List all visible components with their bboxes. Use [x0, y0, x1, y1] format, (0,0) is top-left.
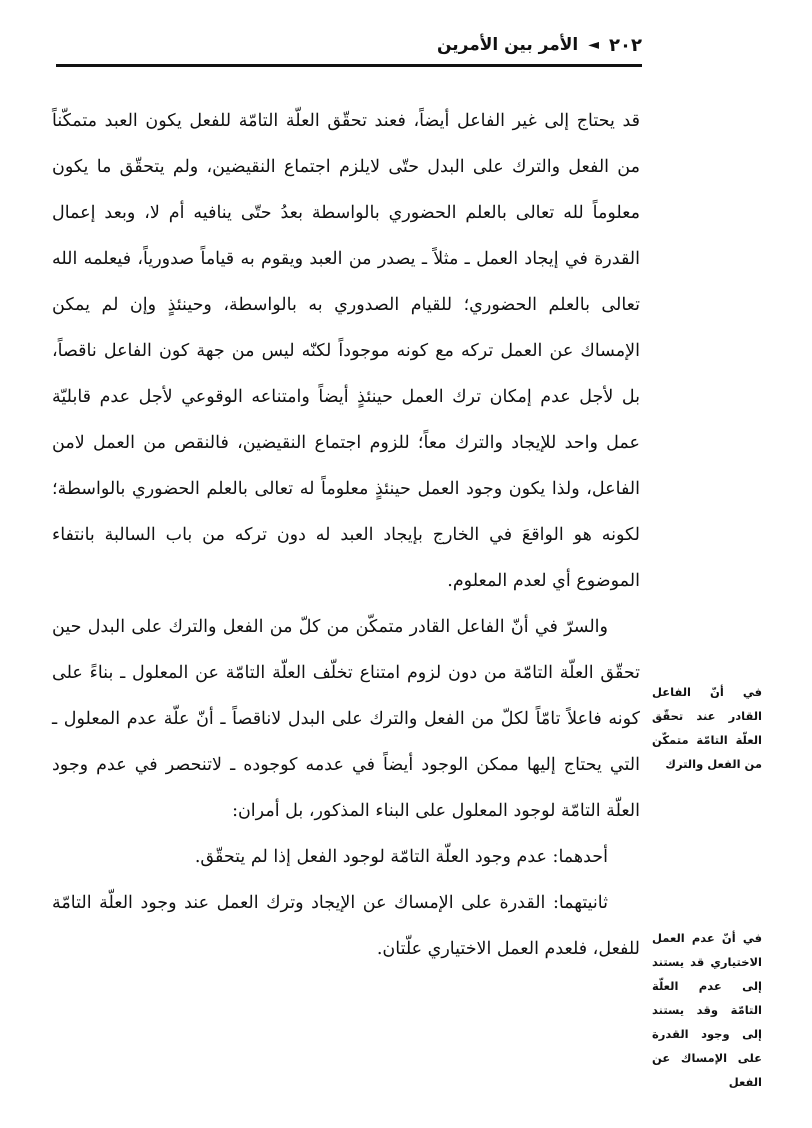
margin-note-1: في أنّ الفاعل القادر عند تحقّق العلّة التامّة متمكّن من الفعل والترك — [652, 685, 762, 771]
paragraph-4: ثانيتهما: القدرة على الإمساك عن الإيجاد وترك العمل عند وجود العلّة التامّة للفعل، فلعدم العمل الاختياري علّتان. — [52, 893, 640, 959]
arrow-icon: ◄ — [588, 37, 600, 53]
margin-note-2: في أنّ عدم العمل الاختياري قد يستند إلى عدم العلّة التامّة وقد يستند إلى وجود القدرة على الإمساك عن الفعل — [652, 931, 762, 1089]
main-text — [52, 98, 640, 972]
running-header — [420, 30, 642, 60]
header-divider — [56, 64, 642, 67]
paragraph-3: أحدهما: عدم وجود العلّة التامّة لوجود الفعل إذا لم يتحقّق. — [194, 847, 608, 867]
paragraph-2: والسرّ في أنّ الفاعل القادر متمكّن من كلّ من الفعل والترك على البدل حين تحقّق العلّة التامّة من دون لزوم امتناع تخلّف العلّة التامّة عن المعلول ـ بناءً على كونه فاعلاً تامّاً لكلّ من الفعل والترك على البدل لاناقصاً ـ أنّ علّة عدم المعلول ـ التي يحتاج إليها ممكن الوجود أيضاً في عدمه كوجوده ـ لاتنحصر في عدم وجود العلّة التامّة لوجود المعلول على البناء المذكور، بل أمران: — [52, 617, 640, 821]
page-number: ٢٠٢ — [609, 34, 642, 56]
running-title: الأمر بين الأمرين — [436, 35, 579, 55]
paragraph-1: قد يحتاج إلى غير الفاعل أيضاً، فعند تحقّق العلّة التامّة للفعل يكون العبد متمكّناً من الفعل والترك على البدل حتّى لايلزم اجتماع النقيضين، ولم يتحقّق ما يكون معلوماً لله تعالى بالعلم الحضوري بالواسطة بعدُ حتّى ينافيه أم لا، وبعد إعمال القدرة في إيجاد العمل ـ مثلاً ـ يصدر من العبد ويقوم به قياماً صدورياً، فيعلمه الله تعالى بالعلم الحضوري؛ للقيام الصدوري به بالواسطة، وحينئذٍ وإن لم يمكن الإمساك عن العمل تركه مع كونه موجوداً لكنّه ليس من جهة كون الفاعل ناقصاً، بل لأجل عدم إمكان ترك العمل حينئذٍ أيضاً وامتناعه الوقوعي لأجل عدم قابليّة عمل واحد للإيجاد والترك معاً؛ للزوم اجتماع النقيضين، فالنقص من العمل لامن الفاعل، ولذا يكون وجود العمل حينئذٍ معلوماً له تعالى بالعلم الحضوري بالواسطة؛ لكونه هو الواقعَ في الخارج بإيجاد العبد له دون تركه من باب السالبة بانتفاء الموضوع أي لعدم المعلوم. — [52, 111, 640, 591]
